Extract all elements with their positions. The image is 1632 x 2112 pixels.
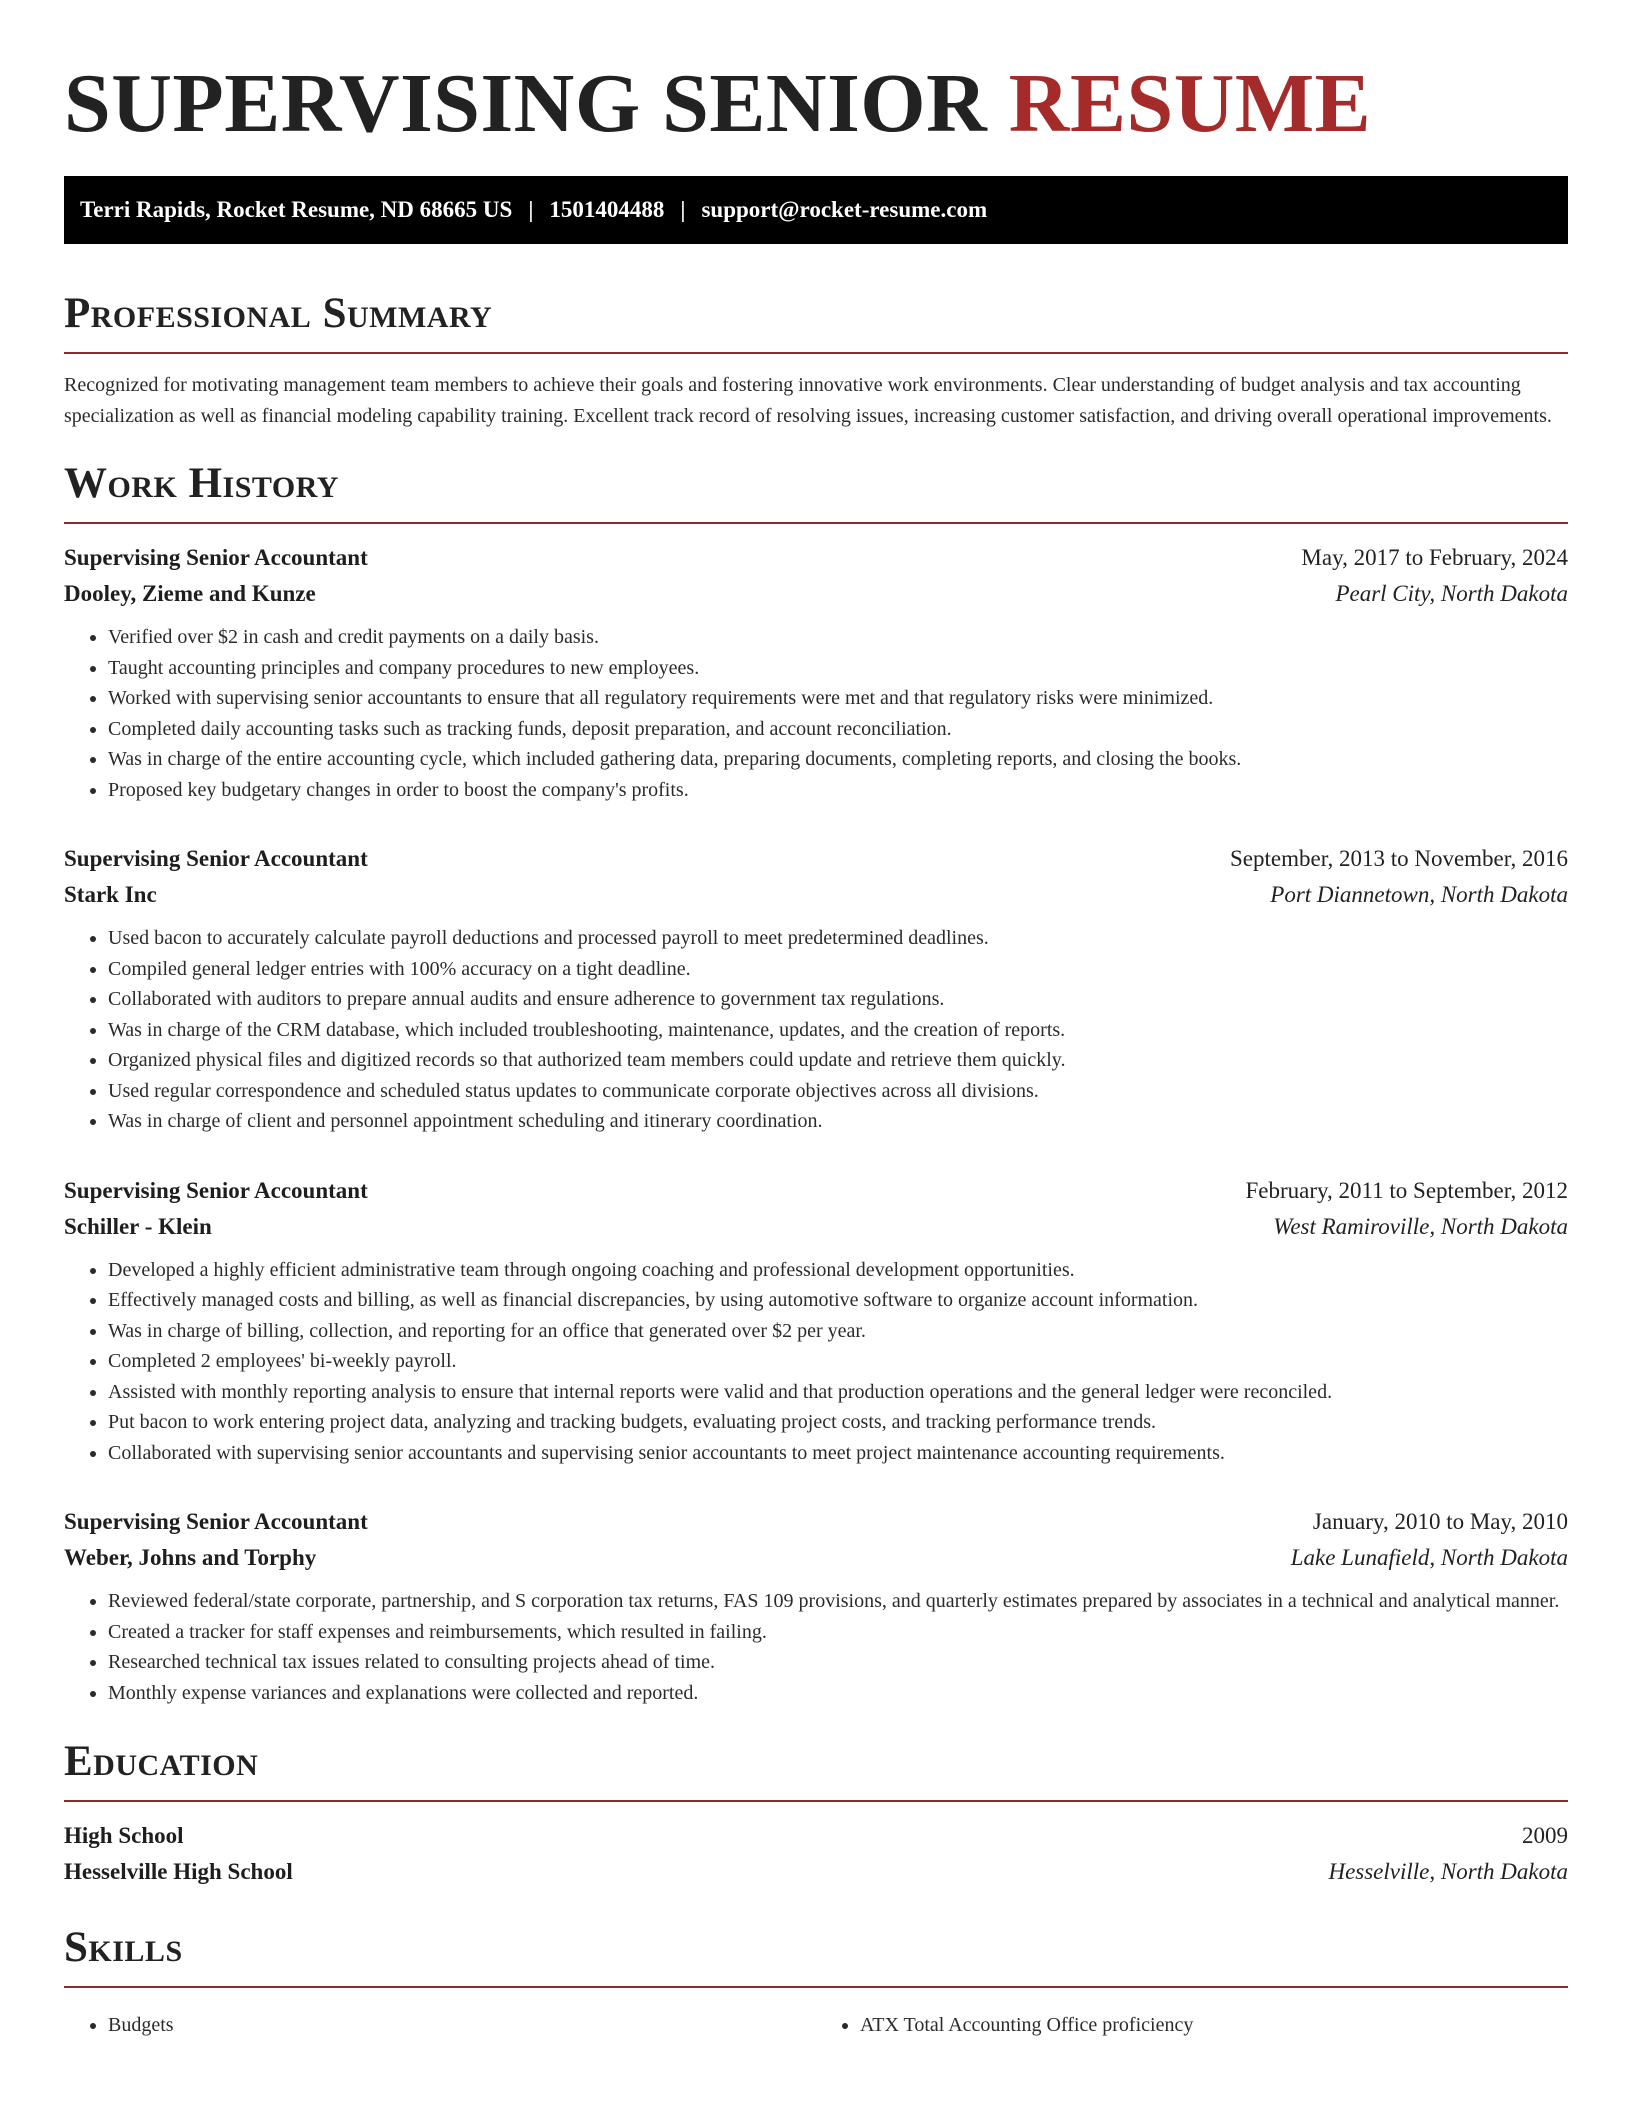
skills-list-left: [64, 2010, 816, 2041]
job-company-row: [64, 1209, 1568, 1245]
job-title: Supervising Senior Accountant: [64, 846, 368, 871]
work-history-section: [64, 458, 1568, 1708]
section-divider: [64, 1986, 1568, 1988]
job-title: Supervising Senior Accountant: [64, 545, 368, 570]
job-header-row: [64, 540, 1568, 576]
job-company: Schiller - Klein: [64, 1213, 212, 1239]
job-bullet: • Created a tracker for staff expenses and reimbursements, which resulted in failing.: [108, 1617, 1568, 1648]
contact-separator: |: [528, 197, 534, 222]
job-bullet: • Assisted with monthly reporting analysis to ensure that internal reports were valid and that production operations and the general ledger were reconciled.: [108, 1377, 1568, 1408]
job-bullet: • Developed a highly efficient administrative team through ongoing coaching and professional development opportunities.: [108, 1255, 1568, 1286]
job-bullet: • Proposed key budgetary changes in order to boost the company's profits.: [108, 775, 1568, 806]
job-bullet: • Compiled general ledger entries with 100% accuracy on a tight deadline.: [108, 954, 1568, 985]
education-section: [64, 1736, 1568, 1890]
job-bullets: [64, 1255, 1568, 1469]
job-bullet: • Was in charge of billing, collection, and reporting for an office that generated over $2 per year.: [108, 1316, 1568, 1347]
job-entry: [64, 841, 1568, 1137]
skills-list-right: [816, 2010, 1568, 2041]
job-bullet: • Organized physical files and digitized records so that authorized team members could update and retrieve them quickly.: [108, 1045, 1568, 1076]
job-dates: May, 2017 to February, 2024: [1301, 545, 1568, 570]
job-title: Supervising Senior Accountant: [64, 1177, 368, 1203]
job-bullet: • Collaborated with auditors to prepare annual audits and ensure adherence to government tax regulations.: [108, 984, 1568, 1015]
job-company-row: [64, 576, 1568, 612]
job-header-row: [64, 1173, 1568, 1209]
job-company: Weber, Johns and Torphy: [64, 1545, 317, 1570]
summary-heading: Professional Summary: [64, 290, 493, 337]
education-degree-row: [64, 1818, 1568, 1854]
job-entry: [64, 540, 1568, 805]
section-divider: [64, 1800, 1568, 1802]
resume-title: [64, 56, 1568, 152]
job-bullet: • Monthly expense variances and explanations were collected and reported.: [108, 1678, 1568, 1709]
job-location: Port Diannetown, North Dakota: [1270, 882, 1568, 907]
job-bullets: [64, 1586, 1568, 1708]
job-dates: January, 2010 to May, 2010: [1312, 1509, 1568, 1534]
job-bullet: • Collaborated with supervising senior accountants and supervising senior accountants to meet project maintenance accounting requirements.: [108, 1438, 1568, 1469]
education-school: Hesselville High School: [64, 1859, 293, 1884]
summary-text: Recognized for motivating management team members to achieve their goals and fostering innovative work environments. Clear understanding of budget analysis and tax accounting specialization as well as financial modeling capability training. Excellent track record of resolving issues, increasing customer satisfaction, and driving overall operational improvements.: [64, 374, 1552, 427]
job-bullet: • Effectively managed costs and billing, as well as financial discrepancies, by using automotive software to organize account information.: [108, 1285, 1568, 1316]
job-company: Dooley, Zieme and Kunze: [64, 581, 316, 606]
skill-item: • Budgets: [108, 2010, 816, 2041]
job-entry: [64, 1504, 1568, 1708]
job-title: Supervising Senior Accountant: [64, 1509, 368, 1534]
job-header-row: [64, 1504, 1568, 1540]
job-bullet: • Used bacon to accurately calculate payroll deductions and processed payroll to meet predetermined deadlines.: [108, 923, 1568, 954]
job-header-row: [64, 841, 1568, 877]
job-company: Stark Inc: [64, 882, 157, 907]
contact-separator: |: [680, 197, 686, 222]
job-bullet: • Completed daily accounting tasks such as tracking funds, deposit preparation, and account reconciliation.: [108, 714, 1568, 745]
job-bullet: • Completed 2 employees' bi-weekly payroll.: [108, 1346, 1568, 1377]
work-history-heading: Work History: [64, 460, 339, 507]
job-company-row: [64, 877, 1568, 913]
skills-heading: Skills: [64, 1924, 183, 1971]
job-bullet: • Researched technical tax issues related to consulting projects ahead of time.: [108, 1647, 1568, 1678]
contact-address: Terri Rapids, Rocket Resume, ND 68665 US: [80, 197, 513, 222]
job-bullet: • Was in charge of the CRM database, which included troubleshooting, maintenance, updates, and the creation of reports.: [108, 1015, 1568, 1046]
job-bullet: • Used regular correspondence and scheduled status updates to communicate corporate objectives across all divisions.: [108, 1076, 1568, 1107]
job-bullets: [64, 923, 1568, 1137]
education-location: Hesselville, North Dakota: [1328, 1859, 1568, 1884]
resume-title-accent: RESUME: [1008, 57, 1372, 150]
contact-bar: [64, 176, 1568, 244]
job-bullet: • Was in charge of client and personnel appointment scheduling and itinerary coordination.: [108, 1106, 1568, 1137]
contact-phone: 1501404488: [549, 197, 665, 222]
skill-item: • ATX Total Accounting Office proficiency: [860, 2010, 1568, 2041]
job-location: Lake Lunafield, North Dakota: [1290, 1545, 1568, 1570]
job-bullets: [64, 622, 1568, 805]
job-bullet: • Verified over $2 in cash and credit payments on a daily basis.: [108, 622, 1568, 653]
education-heading: Education: [64, 1738, 259, 1785]
job-location: Pearl City, North Dakota: [1335, 581, 1568, 606]
job-entry: [64, 1173, 1568, 1469]
job-dates: September, 2013 to November, 2016: [1230, 846, 1568, 871]
education-degree: High School: [64, 1823, 184, 1848]
job-dates: February, 2011 to September, 2012: [1245, 1177, 1568, 1203]
skills-grid: [64, 2004, 1568, 2041]
resume-title-main: SUPERVISING SENIOR: [64, 57, 988, 150]
job-bullet: • Was in charge of the entire accounting cycle, which included gathering data, preparing documents, completing reports, and closing the books.: [108, 744, 1568, 775]
job-bullet: • Put bacon to work entering project data, analyzing and tracking budgets, evaluating project costs, and tracking performance trends.: [108, 1407, 1568, 1438]
job-location: West Ramiroville, North Dakota: [1273, 1213, 1568, 1239]
education-school-row: [64, 1854, 1568, 1890]
section-divider: [64, 522, 1568, 524]
contact-email: support@rocket-resume.com: [701, 197, 988, 222]
job-company-row: [64, 1540, 1568, 1576]
job-bullet: • Worked with supervising senior accountants to ensure that all regulatory requirements were met and that regulatory risks were minimized.: [108, 683, 1568, 714]
skills-section: [64, 1922, 1568, 2041]
section-divider: [64, 352, 1568, 354]
education-year: 2009: [1522, 1823, 1568, 1848]
job-bullet: • Reviewed federal/state corporate, partnership, and S corporation tax returns, FAS 109 provisions, and quarterly estimates prepared by associates in a technical and analytical manner.: [108, 1586, 1568, 1617]
summary-section: [64, 288, 1568, 432]
job-bullet: • Taught accounting principles and company procedures to new employees.: [108, 653, 1568, 684]
